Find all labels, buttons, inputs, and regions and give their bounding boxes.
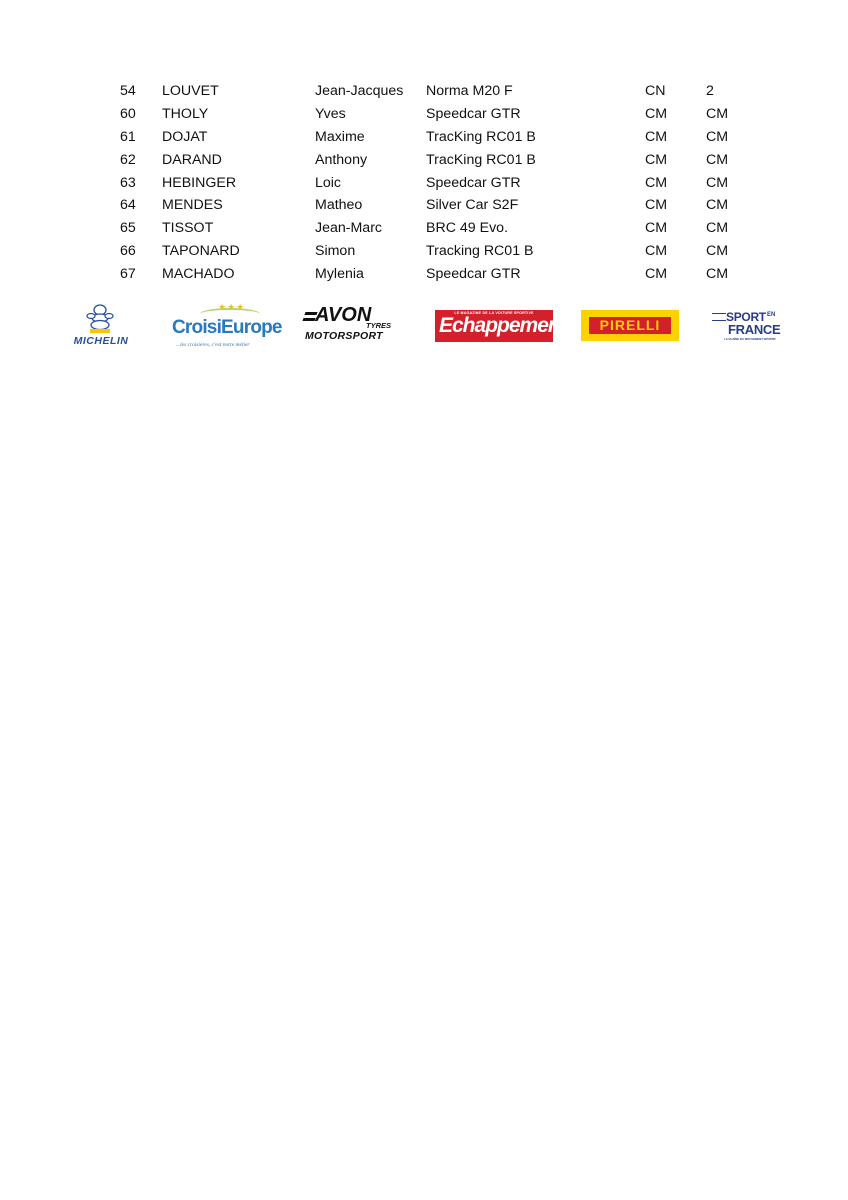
car-class: CM xyxy=(645,197,668,214)
entry-list xyxy=(0,80,848,286)
driver-last-name: DARAND xyxy=(162,151,222,168)
driver-last-name: THOLY xyxy=(162,105,209,122)
car-category: 2 xyxy=(706,83,714,99)
car-model: BRC 49 Evo. xyxy=(426,220,509,237)
entry-row xyxy=(0,194,848,217)
avon-tyres-text: TYRES xyxy=(366,321,392,330)
entry-number: 67 xyxy=(120,266,136,283)
speed-stripe-icon xyxy=(302,318,315,321)
avon-motorsport-text: MOTORSPORT xyxy=(305,330,383,342)
entry-row xyxy=(0,80,848,103)
driver-first-name: Matheo xyxy=(315,197,363,214)
michelin-wordmark: MICHELIN xyxy=(73,335,129,347)
motion-lines-icon xyxy=(712,313,726,321)
driver-last-name: MENDES xyxy=(162,197,223,214)
entry-row xyxy=(0,240,848,263)
entry-number: 63 xyxy=(120,174,136,191)
pirelli-logo xyxy=(581,310,679,341)
car-model: Tracking RC01 B xyxy=(426,243,534,260)
sport-en-france-tagline: LA CHAÎNE DU MOUVEMENT SPORTIF xyxy=(724,337,776,341)
car-category: CM xyxy=(706,174,729,191)
car-model: TracKing RC01 B xyxy=(426,151,536,168)
entry-number: 60 xyxy=(120,105,136,122)
entry-row xyxy=(0,263,848,286)
car-class: CM xyxy=(645,128,668,145)
avon-wordmark: AVON xyxy=(315,304,372,326)
michelin-logo xyxy=(62,304,140,348)
car-model: Speedcar GTR xyxy=(426,174,521,191)
driver-first-name: Yves xyxy=(315,105,346,122)
driver-first-name: Jean-Jacques xyxy=(315,83,404,99)
entry-number: 61 xyxy=(120,128,136,145)
car-class: CM xyxy=(645,151,668,168)
entry-row xyxy=(0,172,848,195)
driver-last-name: HEBINGER xyxy=(162,174,237,191)
driver-first-name: Anthony xyxy=(315,151,368,168)
entry-row xyxy=(0,149,848,172)
car-category: CM xyxy=(706,197,729,214)
car-class: CM xyxy=(645,266,668,283)
driver-first-name: Jean-Marc xyxy=(315,220,383,237)
entry-number: 65 xyxy=(120,220,136,237)
car-model: TracKing RC01 B xyxy=(426,128,536,145)
driver-last-name: TAPONARD xyxy=(162,243,240,260)
entry-number: 62 xyxy=(120,151,136,168)
echappement-logo xyxy=(435,310,566,342)
car-model: Silver Car S2F xyxy=(426,197,519,214)
car-category: CM xyxy=(706,266,729,283)
entry-row xyxy=(0,217,848,240)
driver-last-name: LOUVET xyxy=(162,83,219,99)
pirelli-wordmark: PIRELLI xyxy=(599,317,661,333)
car-model: Speedcar GTR xyxy=(426,105,521,122)
car-model: Speedcar GTR xyxy=(426,266,521,283)
sport-en-france-logo xyxy=(708,310,784,344)
stars-icon: ★★★ xyxy=(218,302,246,312)
en-word: EN xyxy=(767,312,776,318)
france-word: FRANCE xyxy=(728,322,781,337)
bibendum-icon xyxy=(86,304,114,334)
car-class: CM xyxy=(645,220,668,237)
driver-last-name: TISSOT xyxy=(162,220,214,237)
car-category: CM xyxy=(706,243,729,260)
entry-number: 54 xyxy=(120,83,136,99)
echappement-wordmark: Echappement xyxy=(439,314,566,337)
car-class: CM xyxy=(645,174,668,191)
car-category: CM xyxy=(706,220,729,237)
driver-last-name: MACHADO xyxy=(162,266,235,283)
driver-first-name: Mylenia xyxy=(315,266,364,283)
echappement-tagline: LE MAGAZINE DE LA VOITURE SPORTIVE xyxy=(454,311,534,315)
car-category: CM xyxy=(706,151,729,168)
croisieurope-wordmark: CroisiEurope xyxy=(172,317,282,338)
entry-number: 64 xyxy=(120,197,136,214)
entry-row xyxy=(0,126,848,149)
sport-word: SPORT xyxy=(726,310,766,324)
croisieurope-logo xyxy=(170,302,282,350)
car-model: Norma M20 F xyxy=(426,83,513,99)
entry-number: 66 xyxy=(120,243,136,260)
pirelli-red-band xyxy=(589,317,671,334)
driver-first-name: Simon xyxy=(315,243,356,260)
car-class: CM xyxy=(645,243,668,260)
driver-first-name: Maxime xyxy=(315,128,365,145)
driver-first-name: Loic xyxy=(315,174,342,191)
avon-logo xyxy=(303,304,407,344)
sponsor-banner xyxy=(0,300,848,350)
car-category: CM xyxy=(706,128,729,145)
car-class: CM xyxy=(645,105,668,122)
car-class: CN xyxy=(645,83,666,99)
croisieurope-tagline: ...les croisières, c'est notre métier xyxy=(176,342,250,348)
driver-last-name: DOJAT xyxy=(162,128,208,145)
entry-row xyxy=(0,103,848,126)
car-category: CM xyxy=(706,105,729,122)
